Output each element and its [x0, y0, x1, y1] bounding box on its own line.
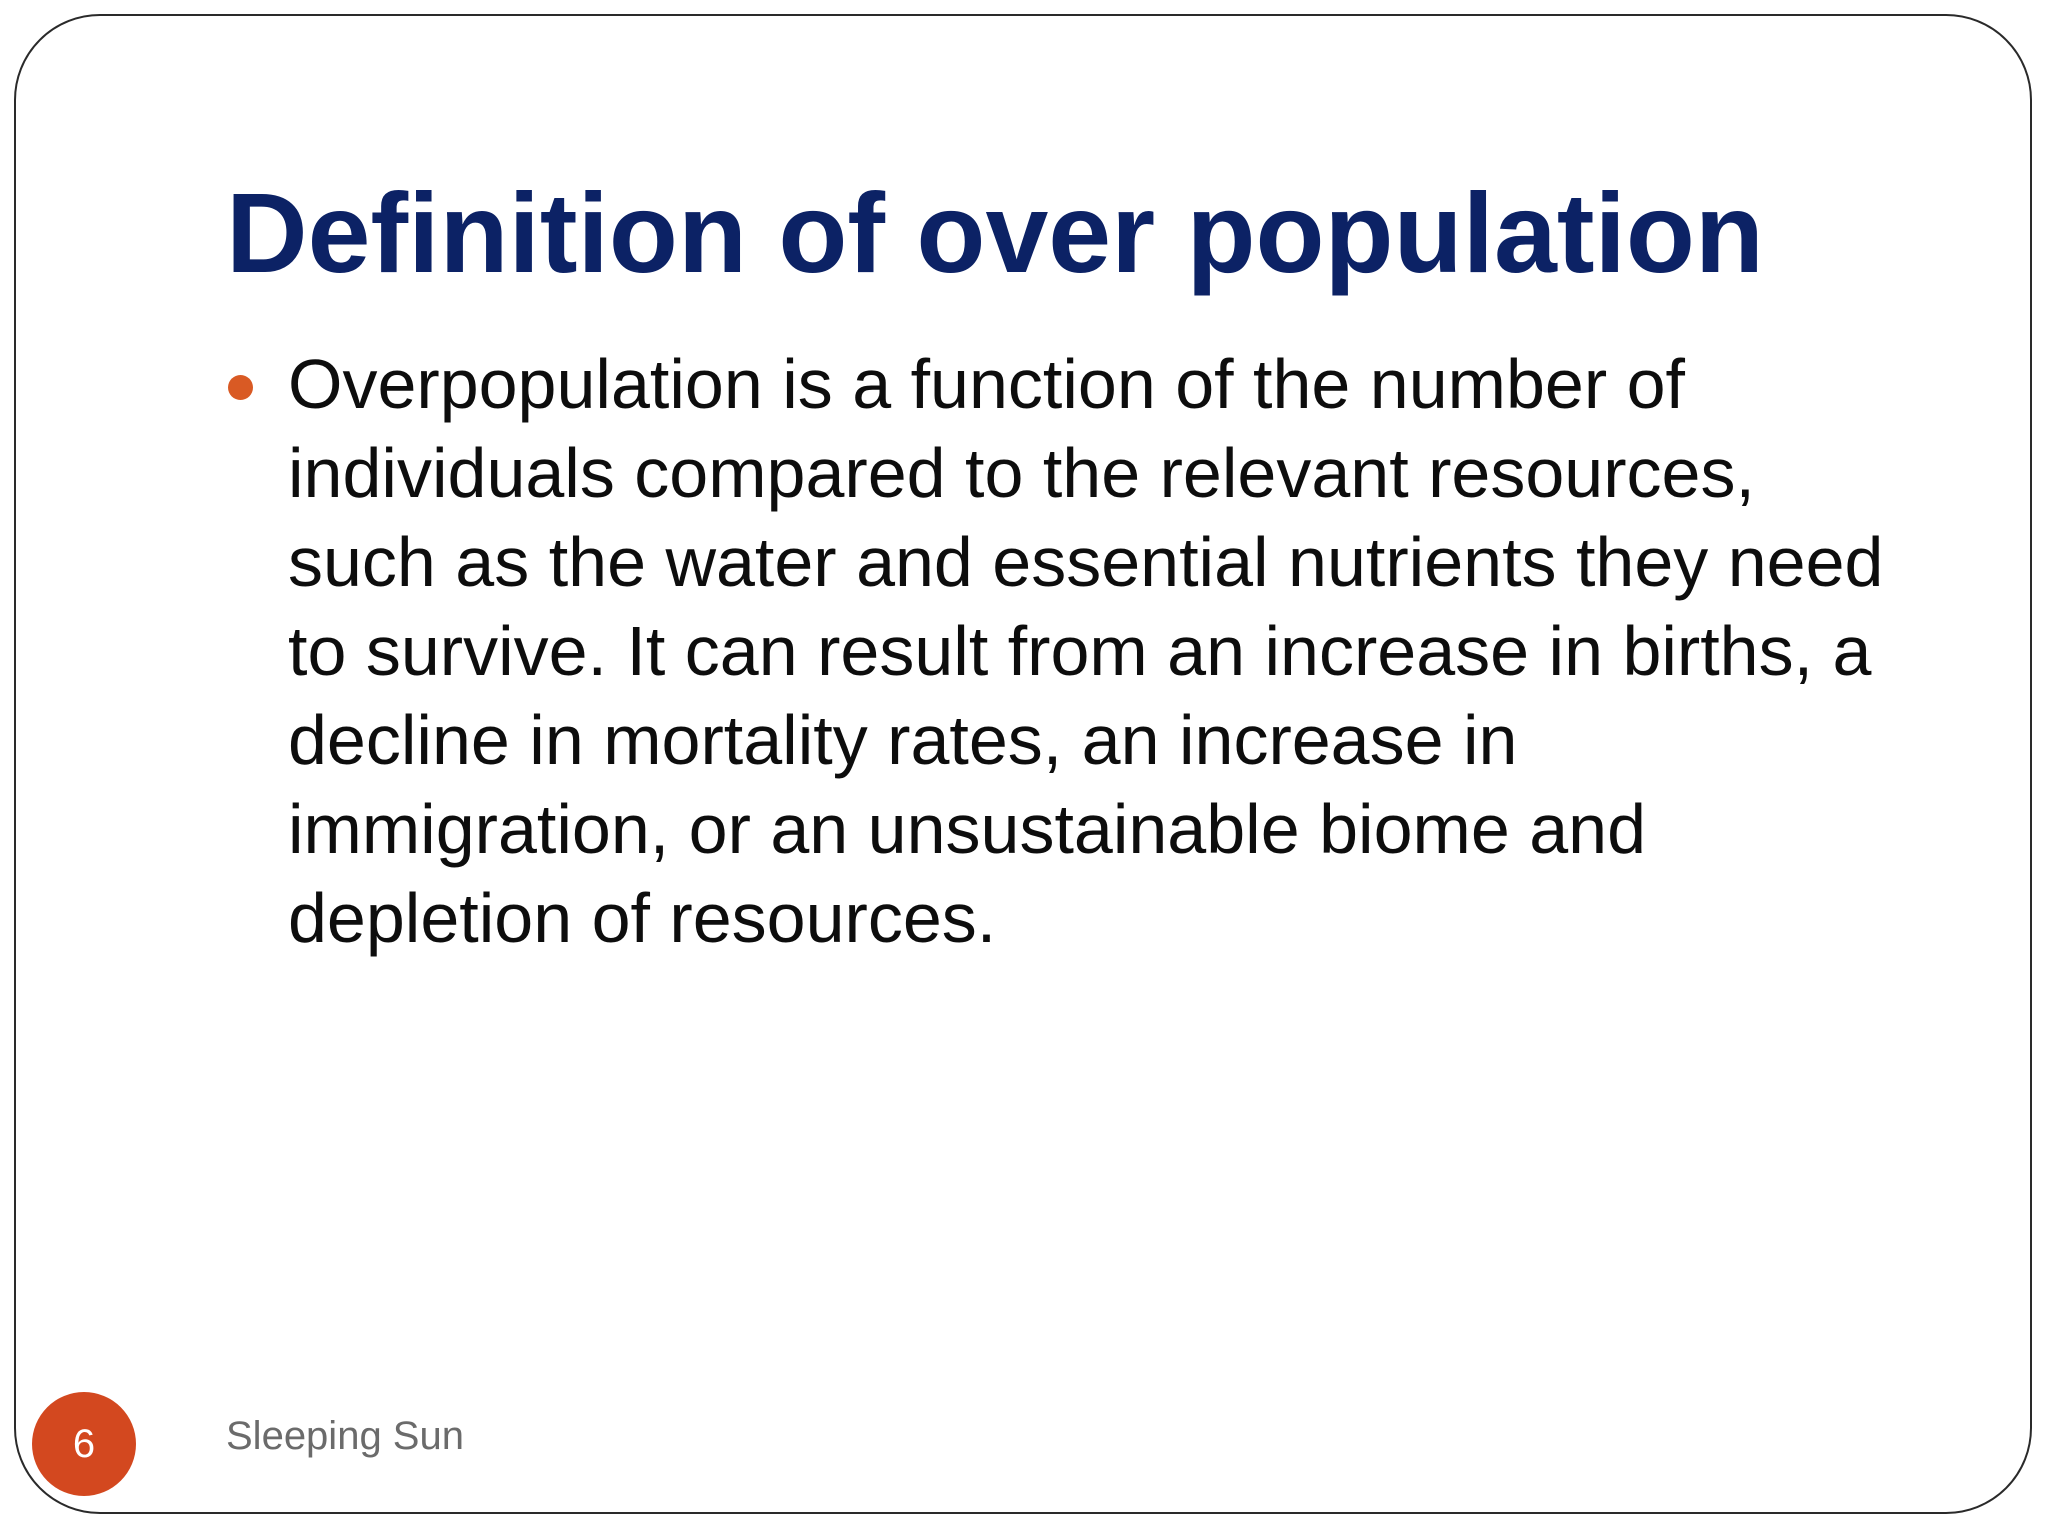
bullet-dot-icon [228, 375, 253, 400]
slide-content [226, 340, 1906, 963]
bullet-item [226, 340, 1906, 963]
bullet-text: Overpopulation is a function of the number of individuals compared to the relevant resources, such as the water and essential nutrients they need to survive. It can result from an increase in births, a decline in mortality rates, an increase in immigration, or an unsustainable biome and depletion of resources. [288, 345, 1884, 957]
slide-number-badge: 6 [32, 1392, 136, 1496]
slide-title: Definition of over population [226, 170, 1764, 296]
footer-label: Sleeping Sun [226, 1414, 464, 1458]
